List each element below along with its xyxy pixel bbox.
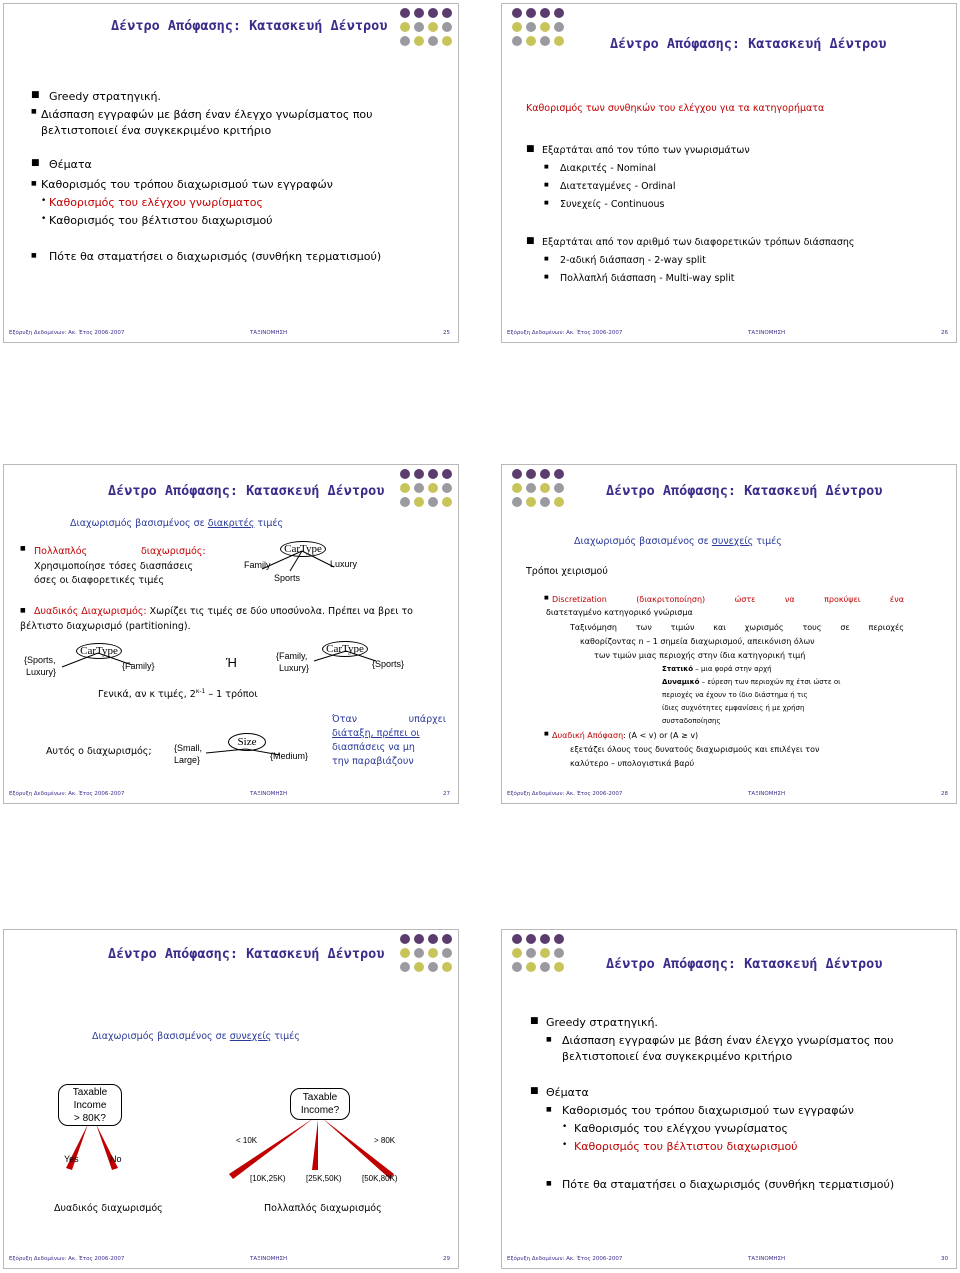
- cartype-node: CarType: [280, 541, 326, 557]
- slide-footer: [502, 1256, 956, 1266]
- general-text: – 1 τρόποι: [205, 689, 258, 701]
- static-label: Στατικό: [662, 665, 694, 673]
- binary-desc: : (A < v) or (A ≥ v): [623, 731, 699, 740]
- dynamic-desc: – εύρεση των περιοχών πχ έτσι ώστε οι: [699, 678, 841, 686]
- heading-keyword: διακριτές: [207, 518, 255, 529]
- text-line: [98, 685, 258, 701]
- heading-keyword: συνεχείς: [711, 536, 754, 547]
- text-line: Συνεχείς - Continuous: [560, 199, 665, 210]
- binary-label: Δυαδική Απόφαση: [552, 731, 624, 740]
- branch-label: {Family}: [122, 661, 155, 671]
- text-line: Discretization (διακριτοποίηση) ώστε να προκύψει ένα: [552, 595, 904, 604]
- slide-heading: Καθορισμός των συνθηκών του ελέγχου για τα κατηγορήματα: [526, 103, 825, 114]
- node-line: Income: [73, 1100, 107, 1111]
- text-rest: Χωρίζει τις τιμές σε δύο υποσύνολα. Πρέπει να βρει το: [146, 606, 413, 617]
- slide-title: Δέντρο Απόφασης: Κατασκευή Δέντρου: [606, 956, 883, 972]
- slide-27: [3, 464, 459, 804]
- branch-label: Sports: [274, 573, 301, 583]
- text-line: Διάσπαση εγγραφών με βάση έναν έλεγχο γνωρίσματος που: [41, 108, 373, 121]
- text-line: συσταδοποίησης: [662, 717, 721, 725]
- footer-course: Εξόρυξη Δεδομένων: Ακ. Έτος 2006-2007: [9, 791, 125, 797]
- text-line: Εξαρτάται από τον τύπο των γνωρισμάτων: [542, 145, 750, 156]
- text-line: διατεταγμένο κατηγορικό γνώρισμα: [546, 608, 693, 617]
- note-line: την παραβιάζουν: [332, 756, 414, 767]
- slide-28: [501, 464, 957, 804]
- square-bullet-icon: ■: [20, 545, 26, 552]
- square-bullet-icon: ■: [526, 144, 535, 154]
- note-line: διάταξη, πρέπει οι: [332, 728, 420, 739]
- cartype-node: CarType: [76, 643, 122, 659]
- slide-title: Δέντρο Απόφασης: Κατασκευή Δέντρου: [108, 946, 385, 962]
- node-line: Taxable: [72, 1087, 108, 1098]
- branch-label: {Small,: [174, 743, 203, 753]
- square-bullet-icon: ■: [546, 1180, 552, 1187]
- slide-footer: [4, 330, 458, 340]
- footer-topic: ΤΑΞΙΝΟΜΗΣΗ: [250, 330, 288, 336]
- text-line-highlight: Καθορισμός του βέλτιστου διαχωρισμού: [574, 1140, 798, 1153]
- text-line: βελτιστοποιεί ένα συγκεκριμένο κριτήριο: [41, 124, 272, 137]
- square-bullet-icon: ■: [31, 90, 40, 100]
- dot-bullet-icon: •: [562, 1122, 568, 1132]
- decorative-dots: [512, 8, 568, 46]
- text-line: Διακριτές - Nominal: [560, 163, 657, 174]
- slide-footer: [4, 791, 458, 801]
- slide-30: [501, 929, 957, 1269]
- branch-label: {Family,: [276, 651, 308, 661]
- branch-label: [50K,80K): [362, 1174, 398, 1183]
- heading-text: Διαχωρισμός βασισμένος σε: [574, 536, 712, 547]
- footer-course: Εξόρυξη Δεδομένων: Ακ. Έτος 2006-2007: [9, 1256, 125, 1262]
- note-line: Όταν υπάρχει: [332, 714, 446, 725]
- text-line: Πότε θα σταματήσει ο διαχωρισμός (συνθήκη τερματισμού): [562, 1178, 895, 1191]
- text-line: Πολλαπλή διάσπαση - Multi-way split: [560, 273, 735, 284]
- text-line: Αυτός ο διαχωρισμός;: [46, 746, 152, 757]
- text-line: καλύτερο – υπολογιστικά βαρύ: [570, 759, 695, 768]
- note-line: διασπάσεις να μη: [332, 742, 415, 753]
- footer-course: Εξόρυξη Δεδομένων: Ακ. Έτος 2006-2007: [507, 1256, 623, 1262]
- branch-label: Family: [244, 560, 271, 570]
- square-bullet-icon: ■: [546, 1106, 552, 1113]
- caption: Πολλαπλός διαχωρισμός: [264, 1203, 382, 1214]
- slide-footer: [502, 330, 956, 340]
- slide-heading: [574, 535, 782, 548]
- slide-heading: [70, 517, 283, 530]
- page-number: 30: [941, 1256, 948, 1262]
- heading-text: τιμές: [254, 518, 284, 529]
- footer-course: Εξόρυξη Δεδομένων: Ακ. Έτος 2006-2007: [507, 791, 623, 797]
- page-number: 28: [941, 791, 948, 797]
- text-line: Χρησιμοποίησε τόσες διασπάσεις: [34, 561, 194, 572]
- text-line: Καθορισμός του βέλτιστου διαχωρισμού: [49, 214, 273, 227]
- slide-title: Δέντρο Απόφασης: Κατασκευή Δέντρου: [111, 18, 388, 34]
- slide-26: [501, 3, 957, 343]
- text-line: Θέματα: [546, 1086, 589, 1099]
- text-line: Greedy στρατηγική.: [49, 90, 161, 103]
- text-line: Διάσπαση εγγραφών με βάση έναν έλεγχο γνωρίσματος που: [562, 1034, 894, 1047]
- square-bullet-icon: ■: [544, 182, 549, 188]
- heading-text: τιμές: [271, 1031, 300, 1042]
- branch-label: [25K,50K): [306, 1174, 342, 1183]
- page-number: 27: [443, 791, 450, 797]
- slide-25: [3, 3, 459, 343]
- footer-course: Εξόρυξη Δεδομένων: Ακ. Έτος 2006-2007: [507, 330, 623, 336]
- decorative-dots: [400, 469, 456, 507]
- heading-text: τιμές: [753, 536, 782, 547]
- square-bullet-icon: ■: [526, 236, 535, 246]
- text-line: όσες οι διαφορετικές τιμές: [34, 575, 165, 586]
- text-line: καθορίζοντας n – 1 σημεία διαχωρισμού, απεικόνιση όλων: [580, 637, 815, 646]
- node-line: Taxable: [302, 1092, 338, 1103]
- branch-label: No: [110, 1154, 122, 1164]
- text-line-highlight: Καθορισμός του ελέγχου γνωρίσματος: [49, 196, 263, 209]
- text-line: Καθορισμός του ελέγχου γνωρίσματος: [574, 1122, 788, 1135]
- text-line: βέλτιστο διαχωρισμό (partitioning).: [20, 621, 191, 632]
- page-number: 26: [941, 330, 948, 336]
- square-bullet-icon: ■: [31, 108, 37, 115]
- page-number: 29: [443, 1256, 450, 1262]
- size-node: Size: [228, 733, 266, 751]
- text-line: βελτιστοποιεί ένα συγκεκριμένο κριτήριο: [562, 1050, 793, 1063]
- decorative-dots: [512, 469, 568, 507]
- branch-label: {Sports,: [24, 655, 56, 665]
- branch-label: {Medium}: [270, 751, 309, 761]
- static-desc: – μια φορά στην αρχή: [693, 665, 772, 673]
- dot-bullet-icon: •: [41, 196, 47, 206]
- text-line: Καθορισμός του τρόπου διαχωρισμού των εγγραφών: [562, 1104, 854, 1117]
- heading-text: Διαχωρισμός βασισμένος σε: [92, 1031, 230, 1042]
- slide-title: Δέντρο Απόφασης: Κατασκευή Δέντρου: [108, 483, 385, 499]
- text-line: Τρόποι χειρισμού: [526, 566, 608, 577]
- footer-topic: ΤΑΞΙΝΟΜΗΣΗ: [748, 791, 786, 797]
- text-line: ίδιες συχνότητες εμφανίσεις ή με χρήση: [662, 704, 805, 712]
- footer-topic: ΤΑΞΙΝΟΜΗΣΗ: [250, 791, 288, 797]
- general-exponent: κ-1: [195, 688, 206, 695]
- footer-topic: ΤΑΞΙΝΟΜΗΣΗ: [748, 1256, 786, 1262]
- square-bullet-icon: ■: [530, 1016, 539, 1026]
- text-line: διαχωρισμός:: [141, 546, 206, 557]
- square-bullet-icon: ■: [544, 274, 549, 280]
- slide-title: Δέντρο Απόφασης: Κατασκευή Δέντρου: [610, 36, 887, 52]
- square-bullet-icon: ■: [31, 158, 40, 168]
- slide-29: [3, 929, 459, 1269]
- square-bullet-icon: ■: [31, 252, 37, 259]
- footer-topic: ΤΑΞΙΝΟΜΗΣΗ: [250, 1256, 288, 1262]
- square-bullet-icon: ■: [544, 256, 549, 262]
- branch-label: Yes: [64, 1154, 79, 1164]
- decorative-dots: [512, 934, 568, 972]
- branch-label: < 10K: [236, 1136, 258, 1145]
- text-line: Θέματα: [49, 158, 92, 171]
- general-text: Γενικά, αν κ τιμές, 2: [98, 689, 196, 701]
- square-bullet-icon: ■: [530, 1086, 539, 1096]
- text-line: [34, 605, 413, 618]
- branch-label: {Sports}: [372, 659, 405, 669]
- dynamic-label: Δυναμικό: [662, 678, 700, 686]
- heading-text: Διαχωρισμός βασισμένος σε: [70, 518, 208, 529]
- decorative-dots: [400, 8, 456, 46]
- square-bullet-icon: ■: [544, 164, 549, 170]
- square-bullet-icon: ■: [544, 731, 549, 737]
- footer-course: Εξόρυξη Δεδομένων: Ακ. Έτος 2006-2007: [9, 330, 125, 336]
- text-highlight: Δυαδικός Διαχωρισμός:: [34, 606, 147, 617]
- branch-label: > 80K: [374, 1136, 396, 1145]
- dot-bullet-icon: •: [41, 214, 47, 224]
- square-bullet-icon: ■: [544, 595, 549, 601]
- text-line: [662, 663, 772, 676]
- text-line: περιοχές να έχουν το ίδιο διάστημα ή τις: [662, 691, 808, 699]
- text-line: [662, 676, 841, 689]
- text-line: Πολλαπλός: [34, 546, 88, 557]
- node-line: Income?: [300, 1105, 340, 1116]
- slide-footer: [4, 1256, 458, 1266]
- binary-test-node: [58, 1084, 122, 1126]
- square-bullet-icon: ■: [546, 1036, 552, 1043]
- text-line: Greedy στρατηγική.: [546, 1016, 658, 1029]
- branch-label: Luxury}: [279, 663, 310, 673]
- text-line: [552, 729, 698, 742]
- square-bullet-icon: ■: [20, 607, 26, 614]
- text-line: Διατεταγμένες - Ordinal: [560, 181, 676, 192]
- slide-footer: [502, 791, 956, 801]
- node-line: > 80K?: [74, 1113, 106, 1124]
- cartype-node: CarType: [322, 641, 368, 657]
- branch-label: Luxury: [330, 559, 358, 569]
- or-label: Ή: [226, 655, 237, 670]
- text-line: Πότε θα σταματήσει ο διαχωρισμός (συνθήκη τερματισμού): [49, 250, 382, 263]
- text-line: Καθορισμός του τρόπου διαχωρισμού των εγγραφών: [41, 178, 333, 191]
- slide-title: Δέντρο Απόφασης: Κατασκευή Δέντρου: [606, 483, 883, 499]
- branch-label: Luxury}: [26, 667, 57, 677]
- text-line: Εξαρτάται από τον αριθμό των διαφορετικών τρόπων διάσπασης: [542, 237, 855, 248]
- branch-label: Large}: [174, 755, 201, 765]
- caption: Δυαδικός διαχωρισμός: [54, 1203, 163, 1214]
- text-line: 2-αδική διάσπαση - 2-way split: [560, 255, 706, 266]
- text-line: Ταξινόμηση των τιμών και χωρισμός τους σε περιοχές: [570, 623, 904, 632]
- text-line: εξετάζει όλους τους δυνατούς διαχωρισμούς και επιλέγει τον: [570, 745, 820, 754]
- page-number: 25: [443, 330, 450, 336]
- square-bullet-icon: ■: [31, 180, 37, 187]
- heading-keyword: συνεχείς: [229, 1031, 272, 1042]
- square-bullet-icon: ■: [544, 200, 549, 206]
- footer-topic: ΤΑΞΙΝΟΜΗΣΗ: [748, 330, 786, 336]
- multi-test-node: [290, 1088, 350, 1120]
- branch-label: [10K,25K): [250, 1174, 286, 1183]
- text-line: των τιμών μιας περιοχής στην ίδια κατηγορική τιμή: [594, 651, 806, 660]
- dot-bullet-icon: •: [562, 1140, 568, 1150]
